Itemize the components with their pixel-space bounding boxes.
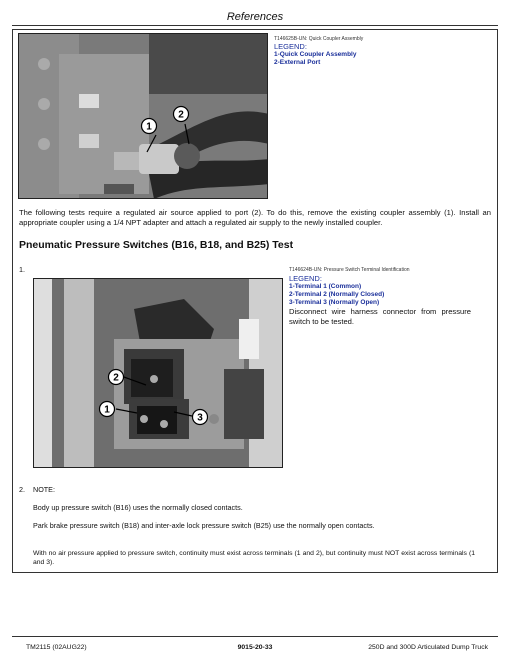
continuity-text: With no air pressure applied to pressure switch, continuity must exist across terminals (1 and 2), but continuity must NOT exist across terminals (1 and 3). <box>33 550 475 566</box>
figure1-legend-title: LEGEND: <box>274 42 307 51</box>
note-park-brake: Park brake pressure switch (B18) and inter-axle lock pressure switch (B25) use the normally open contacts. <box>33 521 375 530</box>
step1-instruction: Disconnect wire harness connector from pressure switch to be tested. <box>289 307 471 326</box>
figure1-caption: T146625B-UN: Quick Coupler Assembly <box>274 36 364 42</box>
figure2-legend-item-1: 1-Terminal 1 (Common) <box>289 283 362 290</box>
callout-2: 2 <box>113 372 119 384</box>
figure2-caption: T146624B-UN: Pressure Switch Terminal Identification <box>289 267 410 273</box>
callout-1: 1 <box>146 121 152 133</box>
note-label: NOTE: <box>33 485 55 494</box>
footer-page-number: 9015-20-33 <box>237 644 273 651</box>
pressure-switch-photo <box>33 278 283 468</box>
quick-coupler-photo <box>18 33 268 199</box>
figure2-legend-title: LEGEND: <box>289 274 322 283</box>
callout-3: 3 <box>197 412 203 424</box>
figure2-legend-item-2: 2-Terminal 2 (Normally Closed) <box>289 291 385 298</box>
callout-2: 2 <box>178 109 184 121</box>
step2-number: 2. <box>19 485 25 494</box>
page-header-title: References <box>226 11 284 23</box>
section-heading: Pneumatic Pressure Switches (B16, B18, and B25) Test <box>19 239 294 251</box>
step1-number: 1. <box>19 265 25 274</box>
footer-product-name: 250D and 300D Articulated Dump Truck <box>368 644 488 651</box>
figure1-legend-item-1: 1-Quick Coupler Assembly <box>274 51 357 58</box>
header-divider <box>12 25 498 26</box>
footer-divider <box>12 636 498 637</box>
intro-paragraph: The following tests require a regulated air source applied to port (2). To do this, remove the existing coupler assembly (1). Install an appropriate coupler using a 1/4 NPT adapter and attach a regulated air supply to the newly installed coupler. <box>19 208 491 227</box>
figure2-legend-item-3: 3-Terminal 3 (Normally Open) <box>289 299 380 306</box>
note-body-up: Body up pressure switch (B16) uses the normally closed contacts. <box>33 503 243 512</box>
footer-doc-id: TM2115 (02AUG22) <box>26 644 87 651</box>
figure1-legend-item-2: 2-External Port <box>274 59 321 66</box>
callout-1: 1 <box>104 404 110 416</box>
